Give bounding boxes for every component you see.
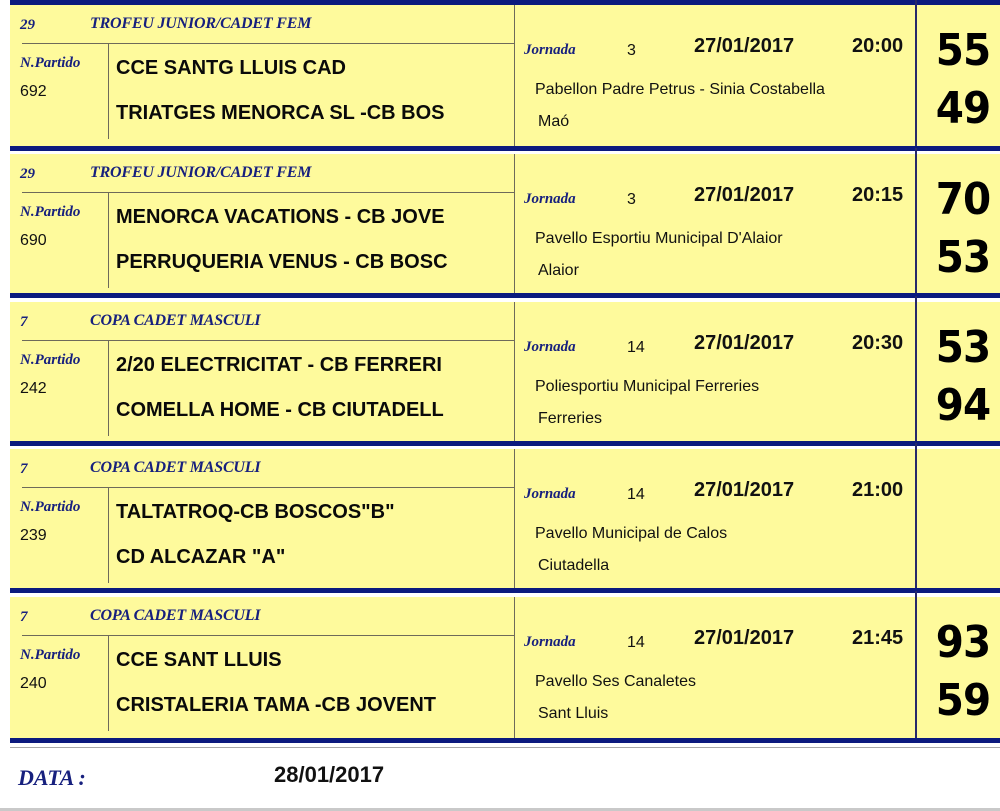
jornada-label: Jornada: [524, 191, 576, 207]
away-score: 94: [935, 380, 991, 431]
match-number: 239: [20, 527, 47, 544]
away-team: TRIATGES MENORCA SL -CB BOS: [116, 102, 445, 124]
away-score: 49: [935, 83, 991, 134]
match-number: 690: [20, 232, 47, 249]
match-time: 20:15: [852, 184, 904, 206]
home-score: 93: [935, 617, 991, 668]
header-divider: [22, 635, 515, 636]
match-card: [10, 449, 1000, 593]
category-number: 7: [20, 461, 28, 477]
away-team: PERRUQUERIA VENUS - CB BOSC: [116, 251, 448, 273]
category-number: 7: [20, 314, 28, 330]
city: Ciutadella: [538, 557, 610, 574]
match-time: 20:00: [852, 35, 904, 57]
city: Alaior: [538, 262, 579, 279]
column-divider: [514, 154, 515, 293]
column-divider: [514, 302, 515, 441]
home-team: CCE SANTG LLUIS CAD: [116, 57, 346, 79]
category-number: 29: [20, 17, 35, 33]
jornada-value: 3: [627, 191, 636, 208]
category-name: COPA CADET MASCULI: [90, 607, 261, 624]
venue: Pavello Municipal de Calos: [535, 525, 728, 542]
header-divider: [22, 43, 515, 44]
match-card: [10, 597, 1000, 743]
match-time: 21:45: [852, 627, 904, 649]
jornada-label: Jornada: [524, 634, 576, 650]
match-time: 20:30: [852, 332, 904, 354]
away-score: 53: [935, 232, 991, 283]
home-score: 70: [935, 174, 991, 225]
category-number: 29: [20, 166, 35, 182]
match-date: 27/01/2017: [694, 184, 795, 206]
match-number-label: N.Partido: [20, 55, 81, 71]
score-divider: [915, 591, 917, 738]
column-divider: [108, 487, 109, 583]
column-divider: [108, 192, 109, 288]
footer-divider: [10, 747, 1000, 748]
jornada-value: 14: [627, 339, 645, 356]
column-divider: [514, 5, 515, 146]
venue: Pavello Ses Canaletes: [535, 673, 696, 690]
column-divider: [514, 597, 515, 738]
home-team: 2/20 ELECTRICITAT - CB FERRERI: [116, 354, 442, 376]
jornada-label: Jornada: [524, 42, 576, 58]
header-divider: [22, 487, 515, 488]
jornada-value: 14: [627, 634, 645, 651]
category-number: 7: [20, 609, 28, 625]
jornada-label: Jornada: [524, 486, 576, 502]
jornada-label: Jornada: [524, 339, 576, 355]
category-name: TROFEU JUNIOR/CADET FEM: [90, 164, 312, 181]
match-number-label: N.Partido: [20, 647, 81, 663]
match-number-label: N.Partido: [20, 204, 81, 220]
match-date: 27/01/2017: [694, 35, 795, 57]
category-name: TROFEU JUNIOR/CADET FEM: [90, 15, 312, 32]
city: Sant Lluis: [538, 705, 609, 722]
home-score: 53: [935, 322, 991, 373]
match-date: 27/01/2017: [694, 479, 795, 501]
city: Ferreries: [538, 410, 603, 427]
match-number-label: N.Partido: [20, 499, 81, 515]
home-team: CCE SANT LLUIS: [116, 649, 282, 671]
home-team: MENORCA VACATIONS - CB JOVE: [116, 206, 445, 228]
away-team: CD ALCAZAR "A": [116, 546, 286, 568]
category-name: COPA CADET MASCULI: [90, 312, 261, 329]
away-score: 59: [935, 675, 991, 726]
column-divider: [108, 635, 109, 731]
match-card: [10, 302, 1000, 446]
match-time: 21:00: [852, 479, 904, 501]
score-divider: [915, 0, 917, 146]
city: Maó: [538, 113, 570, 130]
home-team: TALTATROQ-CB BOSCOS"B": [116, 501, 395, 523]
header-divider: [22, 192, 515, 193]
next-date-label: DATA :: [18, 765, 86, 790]
venue: Pabellon Padre Petrus - Sinia Costabella: [535, 81, 825, 98]
column-divider: [514, 449, 515, 588]
match-number: 692: [20, 83, 47, 100]
match-number: 240: [20, 675, 47, 692]
match-number-label: N.Partido: [20, 352, 81, 368]
jornada-value: 14: [627, 486, 645, 503]
header-divider: [22, 340, 515, 341]
match-card: [10, 5, 1000, 151]
match-date: 27/01/2017: [694, 332, 795, 354]
jornada-value: 3: [627, 42, 636, 59]
score-divider: [915, 443, 917, 588]
column-divider: [108, 43, 109, 139]
away-team: COMELLA HOME - CB CIUTADELL: [116, 399, 444, 421]
match-number: 242: [20, 380, 47, 397]
column-divider: [108, 340, 109, 436]
category-name: COPA CADET MASCULI: [90, 459, 261, 476]
away-team: CRISTALERIA TAMA -CB JOVENT: [116, 694, 436, 716]
venue: Poliesportiu Municipal Ferreries: [535, 378, 760, 395]
score-divider: [915, 148, 917, 293]
home-score: 55: [935, 25, 991, 76]
score-divider: [915, 296, 917, 441]
match-card: [10, 154, 1000, 298]
venue: Pavello Esportiu Municipal D'Alaior: [535, 230, 783, 247]
match-date: 27/01/2017: [694, 627, 795, 649]
next-date-value: 28/01/2017: [274, 762, 385, 787]
